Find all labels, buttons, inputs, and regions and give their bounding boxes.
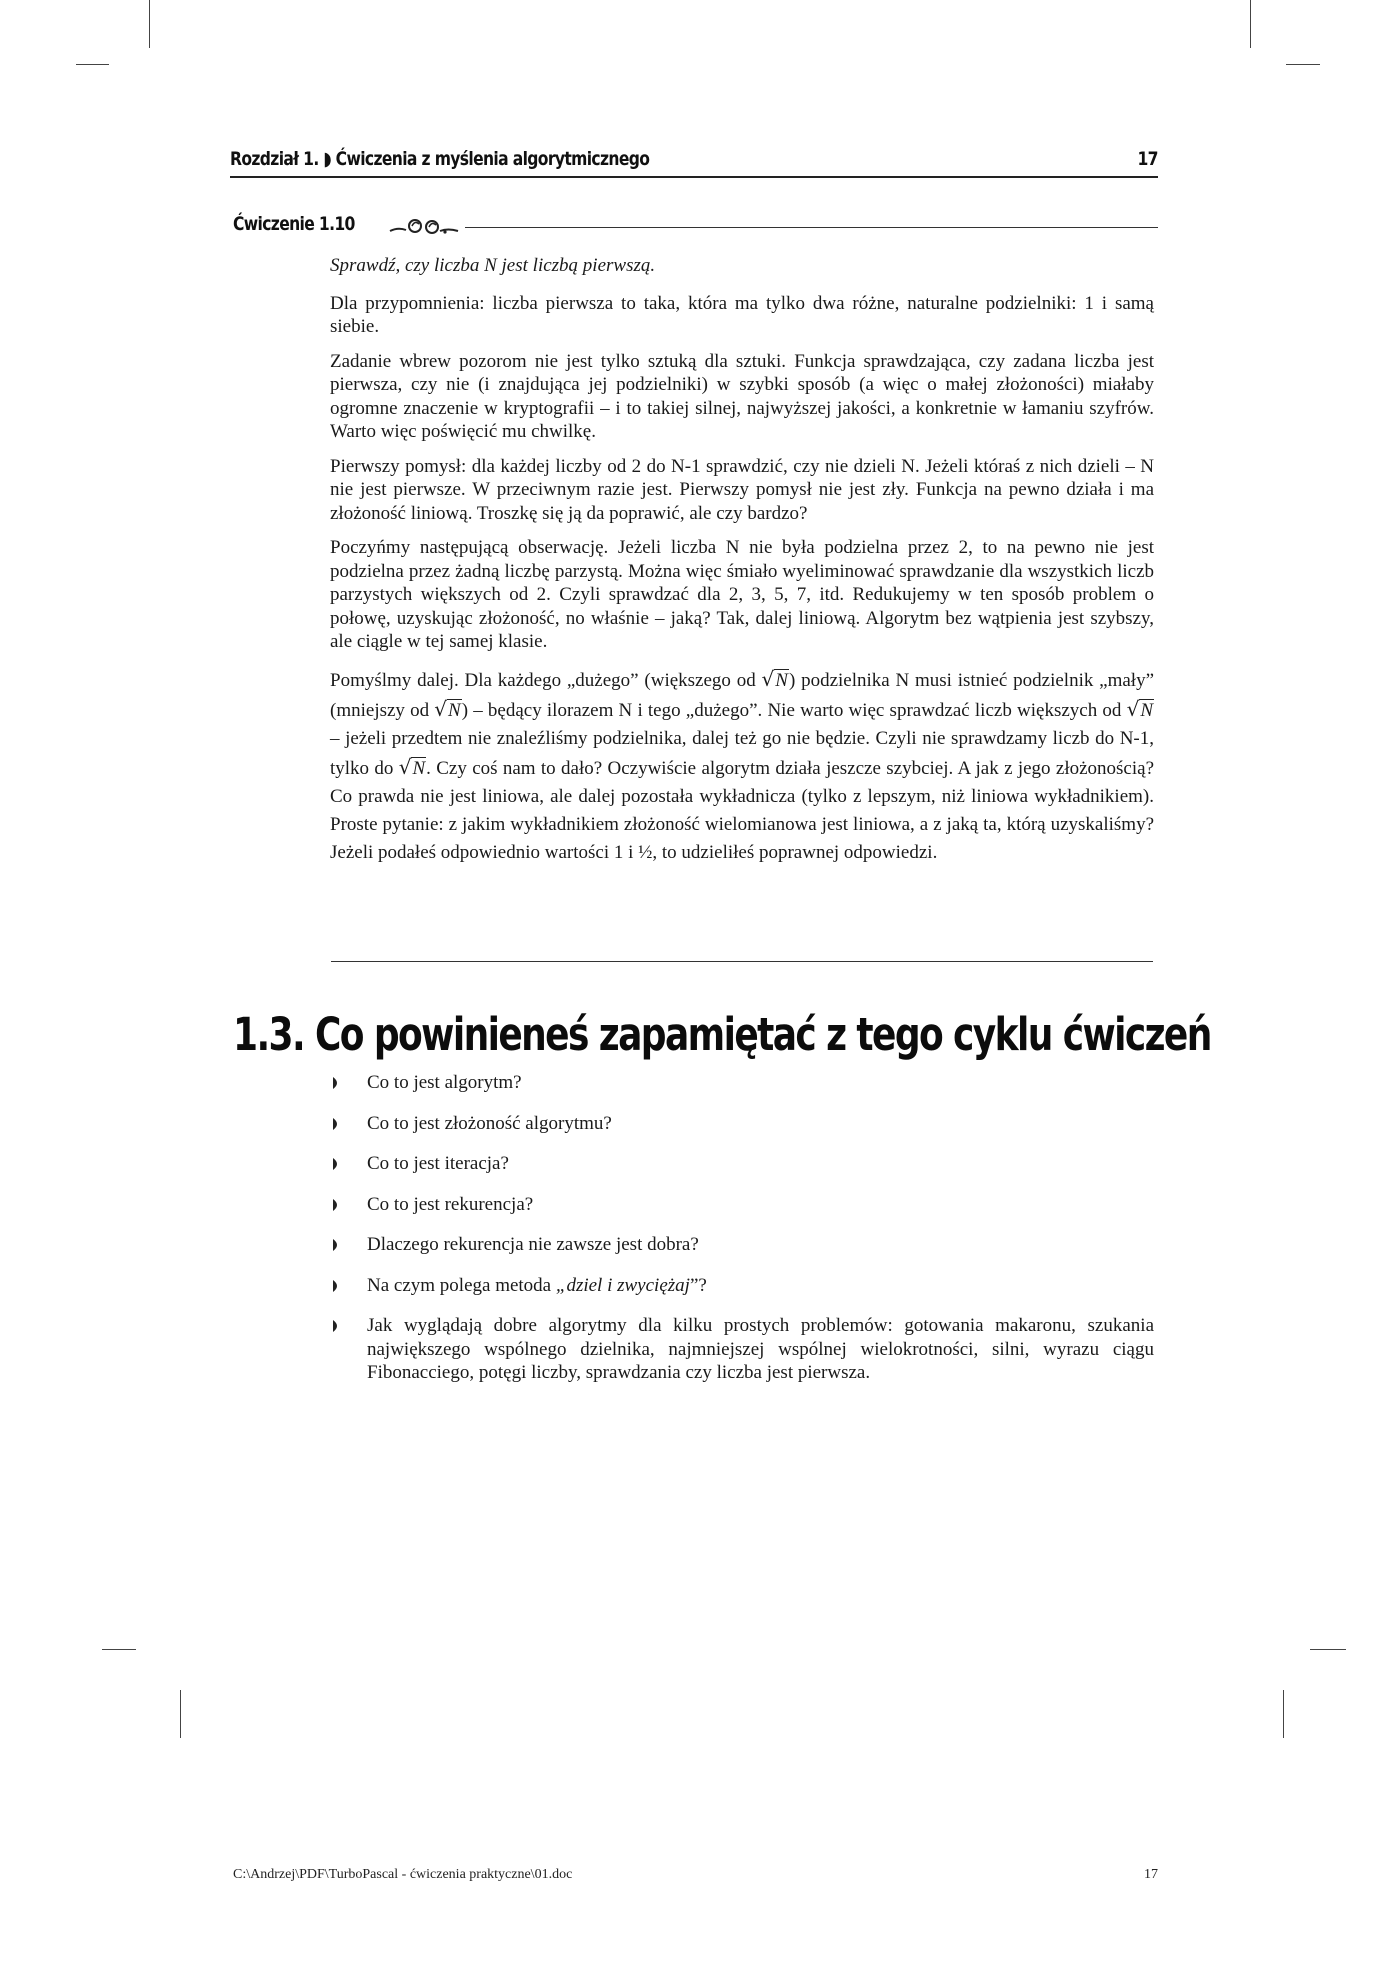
list-item-text: Co to jest złożoność algorytmu?: [367, 1112, 612, 1134]
bullet-icon: [332, 1319, 341, 1333]
exercise-label: Ćwiczenie 1.10: [233, 213, 355, 235]
sqrt-argument: N: [448, 699, 461, 721]
list-item-text: Co to jest rekurencja?: [367, 1193, 534, 1215]
list-item: [330, 1274, 1154, 1298]
text-run: – jeżeli przedtem nie znaleźliśmy podzielnika, dalej też go nie będzie. Czyli nie sprawdzamy liczb do N-1, tylko do: [330, 727, 1154, 779]
footer-page-number: 17: [1144, 1867, 1158, 1882]
summary-list: [330, 1071, 1154, 1402]
list-item: [330, 1152, 1154, 1176]
text-run: . Czy coś nam to dało? Oczywiście algorytm działa jeszcze szybciej. A jak z jego złożonością? Co prawda nie jest liniowa, ale dalej pozostała wykładnicza (tylko z lepszym, niż liniowa wykładnikiem). Proste pytanie: z jakim wykładnikiem złożoność wielomianowa jest liniowa, a z jaką ta, którą uzyskaliśmy? Jeżeli podałeś odpowiednio wartości 1 i ½, to udzieliłeś poprawnej odpowiedzi.: [330, 757, 1154, 863]
paragraph: Zadanie wbrew pozorom nie jest tylko sztuką dla sztuki. Funkcja sprawdzająca, czy zadana liczba jest pierwsza, czy nie (i znajdująca jej podzielniki) w szybki sposób (a więc o małej złożoności) miałaby ogromne znaczenie w kryptografii – i to takiej silnej, najwyższej jakości, a konkretnie w łamaniu szyfrów. Warto więc poświęcić mu chwilkę.: [330, 350, 1154, 442]
paragraph: Dla przypomnienia: liczba pierwsza to taka, która ma tylko dwa różne, naturalne podzielniki: 1 i samą siebie.: [330, 292, 1154, 337]
header-page-number: 17: [1137, 148, 1158, 170]
sqrt-n: [434, 695, 461, 725]
bullet-icon: [332, 1157, 341, 1171]
list-item-text-italic: „dziel i zwyciężaj: [555, 1274, 690, 1296]
paragraph-sqrt: [330, 665, 1154, 867]
ornament-icon: [388, 215, 460, 237]
bullet-icon: [332, 1238, 341, 1252]
list-item-text: Co to jest algorytm?: [367, 1072, 522, 1093]
exercise-body: [330, 254, 1154, 878]
list-item-text: Dlaczego rekurencja nie zawsze jest dobra?: [367, 1234, 699, 1255]
list-item: [330, 1233, 1154, 1257]
crop-mark-top-left-vertical: [149, 0, 150, 48]
crop-mark-bottom-left-vertical: [180, 1690, 181, 1738]
sqrt-radical: √: [434, 696, 448, 721]
bullet-icon: [332, 1198, 341, 1212]
list-item-text: Jak wyglądają dobre algorytmy dla kilku prostych problemów: gotowania makaronu, szukania największego wspólnego dzielnika, najmniejszej wspólnej wielokrotności, silni, wyrazu ciągu Fibonacciego, potęgi liczby, sprawdzania czy liczba jest pierwsza.: [367, 1315, 1154, 1383]
list-item-text: Co to jest iteracja?: [367, 1153, 509, 1174]
list-item-text-after: ”?: [689, 1274, 707, 1296]
sqrt-radical: √: [398, 754, 412, 779]
footer-file-path: C:\Andrzej\PDF\TurboPascal - ćwiczenia praktyczne\01.doc: [233, 1867, 573, 1882]
sqrt-argument: N: [412, 757, 426, 779]
bullet-icon: [332, 1279, 341, 1293]
chapter-title: Rozdział 1. ◗ Ćwiczenia z myślenia algorytmicznego: [230, 148, 650, 170]
running-header: [230, 148, 1158, 178]
crop-mark-bottom-left-horizontal: [102, 1649, 136, 1650]
list-item: [330, 1071, 1154, 1095]
crop-mark-top-right-horizontal: [1286, 64, 1320, 65]
list-item: [330, 1112, 1154, 1136]
crop-mark-bottom-right-vertical: [1283, 1690, 1284, 1738]
list-item: [330, 1193, 1154, 1217]
paragraph: Pierwszy pomysł: dla każdej liczby od 2 do N-1 sprawdzić, czy nie dzieli N. Jeżeli któraś z nich dzieli – N nie jest pierwsze. W przeciwnym razie jest. Pierwszy pomysł nie jest zły. Funkcja na pewno działa i ma złożoność liniową. Troszkę się ją da poprawić, ale czy bardzo?: [330, 455, 1154, 524]
bullet-icon: [332, 1117, 341, 1131]
exercise-end-rule: [331, 961, 1153, 962]
sqrt-radical: √: [761, 666, 775, 691]
sqrt-n: [399, 753, 426, 783]
section-title: 1.3. Co powinieneś zapamiętać z tego cyklu ćwiczeń: [233, 1008, 1211, 1061]
crop-mark-top-left-horizontal: [76, 64, 109, 65]
paragraph: Poczyńmy następującą obserwację. Jeżeli liczba N nie była podzielna przez 2, to na pewno nie jest podzielna przez żadną liczbę parzystą. Można więc śmiało wyeliminować sprawdzanie dla wszystkich liczb parzystych większych od 2. Czyli sprawdzać dla 2, 3, 5, 7, itd. Redukujemy w ten sposób problem o połowę, uzyskując złożoność, no właśnie – jaką? Tak, dalej liniową. Algorytm bez wątpienia jest szybszy, ale ciągle w tej samej klasie.: [330, 537, 1154, 652]
sqrt-n: [762, 665, 789, 695]
list-item-text-before: Na czym polega metoda: [367, 1274, 556, 1296]
sqrt-n: [1127, 695, 1154, 725]
crop-mark-top-right-vertical: [1250, 0, 1251, 48]
exercise-task: Sprawdź, czy liczba N jest liczbą pierwszą.: [330, 255, 656, 276]
sqrt-argument: N: [1140, 699, 1153, 721]
text-run: ) podzielnika N musi istnieć podzielnik „mały” (mniejszy od: [330, 669, 1154, 721]
crop-mark-bottom-right-horizontal: [1310, 1649, 1346, 1650]
sqrt-argument: N: [775, 669, 788, 691]
exercise-heading: [233, 213, 1158, 243]
sqrt-radical: √: [1126, 696, 1140, 721]
text-run: ) – będący ilorazem N i tego „dużego”. Nie warto więc sprawdzać liczb większych od: [461, 699, 1127, 721]
bullet-icon: [332, 1076, 341, 1090]
list-item: [330, 1314, 1154, 1385]
text-run: Pomyślmy dalej. Dla każdego „dużego” (większego od: [330, 669, 762, 691]
exercise-heading-rule: [465, 227, 1158, 228]
